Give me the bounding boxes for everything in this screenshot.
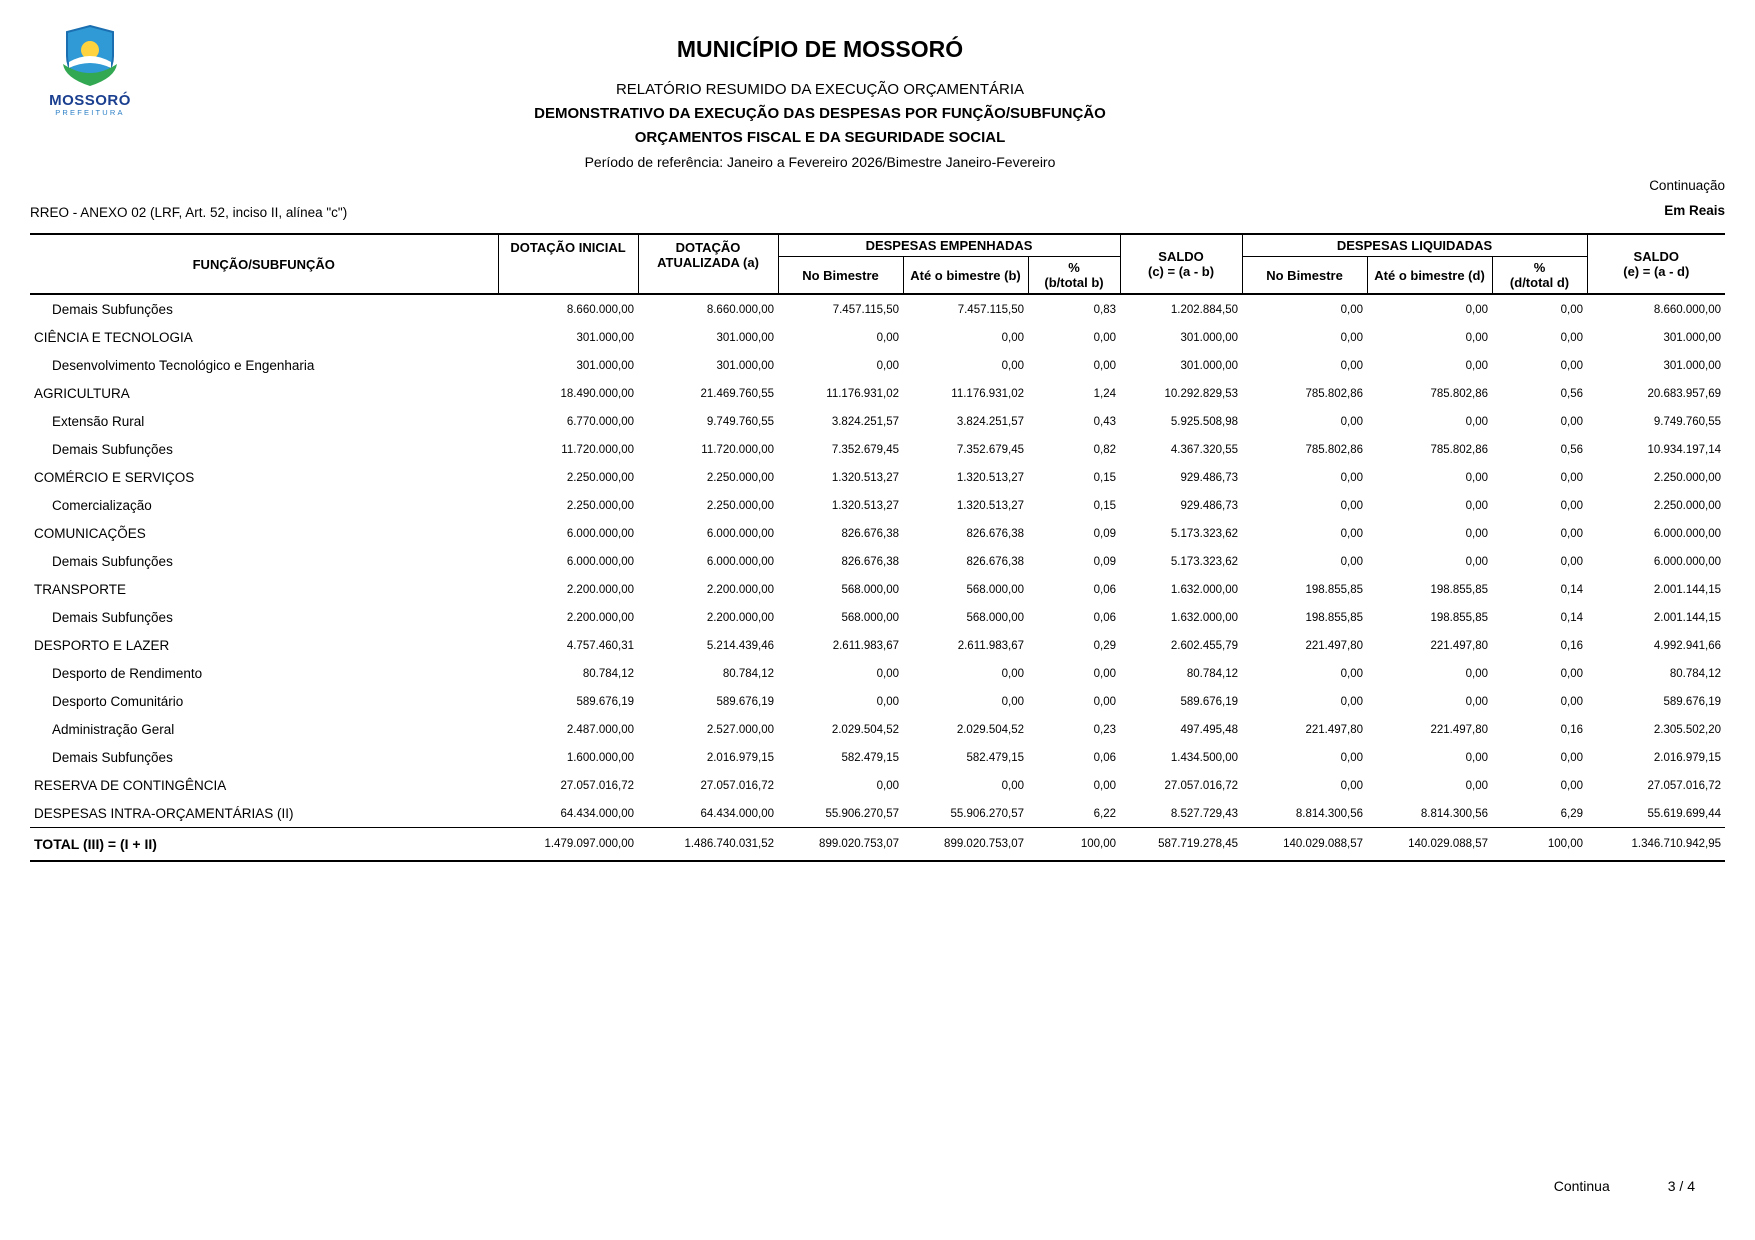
cell-value: 0,06 bbox=[1093, 751, 1117, 764]
cell-value: 301.000,00 bbox=[1180, 331, 1239, 344]
cell-value: 1.434.500,00 bbox=[1170, 751, 1239, 764]
cell-value: 0,00 bbox=[1465, 527, 1489, 540]
cell-value: 0,00 bbox=[1560, 415, 1584, 428]
cell-value: 2.487.000,00 bbox=[566, 723, 634, 736]
row-label: CIÊNCIA E TECNOLOGIA bbox=[34, 330, 193, 345]
cell-value: 0,00 bbox=[1340, 695, 1364, 708]
cell-value: 0,00 bbox=[1465, 555, 1489, 568]
cell-value: 2.200.000,00 bbox=[706, 611, 774, 624]
cell-value: 0,00 bbox=[1560, 695, 1584, 708]
cell-value: 301.000,00 bbox=[1180, 359, 1239, 372]
col-emp-ate-bimestre: Até o bimestre (b) bbox=[903, 257, 1028, 295]
cell-value: 0,00 bbox=[1560, 303, 1584, 316]
cell-value: 1.632.000,00 bbox=[1170, 583, 1239, 596]
cell-value: 0,00 bbox=[1560, 527, 1584, 540]
cell-value: 21.469.760,55 bbox=[700, 387, 774, 400]
cell-value: 2.250.000,00 bbox=[706, 471, 774, 484]
cell-value: 5.173.323,62 bbox=[1170, 555, 1239, 568]
cell-value: 0,00 bbox=[1093, 695, 1117, 708]
logo-name: MOSSORÓ bbox=[49, 92, 131, 109]
row-label: COMUNICAÇÕES bbox=[34, 526, 146, 541]
row-label: Desporto de Rendimento bbox=[52, 666, 203, 681]
cell-value: 0,00 bbox=[1340, 779, 1364, 792]
emp-pct-symbol: % bbox=[1068, 260, 1080, 275]
cell-value: 0,00 bbox=[1093, 779, 1117, 792]
cell-value: 6.770.000,00 bbox=[566, 415, 634, 428]
cell-value: 140.029.088,57 bbox=[1242, 828, 1367, 862]
cell-value: 0,00 bbox=[876, 667, 899, 680]
cell-value: 0,15 bbox=[1093, 471, 1117, 484]
continuation-label: Continuação bbox=[1649, 178, 1725, 193]
expenses-table bbox=[30, 233, 1725, 862]
cell-value: 785.802,86 bbox=[1430, 387, 1489, 400]
logo-subtitle: PREFEITURA bbox=[55, 108, 125, 117]
row-label: DESPORTO E LAZER bbox=[34, 638, 170, 653]
cell-value: 1.320.513,27 bbox=[831, 471, 899, 484]
table-row bbox=[30, 379, 1725, 407]
cell-value: 0,00 bbox=[1001, 331, 1024, 344]
cell-value: 10.292.829,53 bbox=[1164, 387, 1239, 400]
cell-value: 301.000,00 bbox=[716, 331, 774, 344]
cell-value: 301.000,00 bbox=[716, 359, 774, 372]
table-row bbox=[30, 659, 1725, 687]
cell-value: 301.000,00 bbox=[1663, 359, 1722, 372]
cell-value: 0,16 bbox=[1560, 723, 1584, 736]
cell-value: 589.676,19 bbox=[1180, 695, 1239, 708]
table-row bbox=[30, 491, 1725, 519]
cell-value: 0,00 bbox=[1560, 499, 1584, 512]
page-footer bbox=[1554, 1178, 1695, 1194]
cell-value: 6.000.000,00 bbox=[566, 527, 634, 540]
cell-value: 0,00 bbox=[1340, 471, 1364, 484]
cell-value: 9.749.760,55 bbox=[706, 415, 774, 428]
cell-value: 6.000.000,00 bbox=[706, 555, 774, 568]
cell-value: 0,00 bbox=[1465, 415, 1489, 428]
cell-value: 27.057.016,72 bbox=[1164, 779, 1239, 792]
cell-value: 0,06 bbox=[1093, 611, 1117, 624]
saldo-c-formula: (c) = (a - b) bbox=[1147, 264, 1215, 279]
cell-value: 0,00 bbox=[1340, 359, 1364, 372]
cell-value: 0,00 bbox=[1093, 667, 1117, 680]
cell-value: 198.855,85 bbox=[1430, 611, 1489, 624]
cell-value: 0,00 bbox=[1001, 667, 1024, 680]
cell-value: 2.611.983,67 bbox=[957, 639, 1024, 652]
cell-value: 3.824.251,57 bbox=[831, 415, 899, 428]
cell-value: 8.527.729,43 bbox=[1170, 807, 1239, 820]
cell-value: 2.029.504,52 bbox=[831, 723, 899, 736]
cell-value: 2.602.455,79 bbox=[1170, 639, 1239, 652]
table-row bbox=[30, 631, 1725, 659]
cell-value: 64.434.000,00 bbox=[560, 807, 634, 820]
cell-value: 4.367.320,55 bbox=[1170, 443, 1239, 456]
cell-value: 2.250.000,00 bbox=[1653, 499, 1722, 512]
cell-value: 0,00 bbox=[1465, 695, 1489, 708]
row-label: DESPESAS INTRA-ORÇAMENTÁRIAS (II) bbox=[34, 806, 294, 821]
cell-value: 0,00 bbox=[1001, 779, 1024, 792]
cell-value: 3.824.251,57 bbox=[956, 415, 1024, 428]
cell-value: 0,00 bbox=[1465, 779, 1489, 792]
cell-value: 0,56 bbox=[1560, 443, 1584, 456]
cell-value: 6,29 bbox=[1560, 807, 1584, 820]
cell-value: 0,00 bbox=[1465, 471, 1489, 484]
cell-value: 80.784,12 bbox=[1186, 667, 1239, 680]
saldo-c-label: SALDO bbox=[1158, 249, 1204, 264]
cell-value: 0,56 bbox=[1560, 387, 1584, 400]
cell-value: 0,14 bbox=[1560, 611, 1584, 624]
cell-value: 0,00 bbox=[1465, 499, 1489, 512]
cell-value: 0,00 bbox=[1465, 303, 1489, 316]
cell-value: 0,00 bbox=[1560, 331, 1584, 344]
cell-value: 6.000.000,00 bbox=[1653, 527, 1722, 540]
table-row bbox=[30, 828, 1725, 862]
cell-value: 0,00 bbox=[1340, 751, 1364, 764]
cell-value: 100,00 bbox=[1492, 828, 1587, 862]
table-row bbox=[30, 603, 1725, 631]
cell-value: 8.660.000,00 bbox=[706, 303, 774, 316]
group-despesas-empenhadas: DESPESAS EMPENHADAS bbox=[778, 234, 1120, 257]
cell-value: 198.855,85 bbox=[1305, 611, 1364, 624]
cell-value: 0,00 bbox=[1340, 303, 1364, 316]
cell-value: 20.683.957,69 bbox=[1647, 387, 1722, 400]
cell-value: 2.016.979,15 bbox=[1653, 751, 1722, 764]
cell-value: 0,09 bbox=[1093, 527, 1117, 540]
cell-value: 0,00 bbox=[1093, 331, 1117, 344]
cell-value: 0,00 bbox=[1560, 555, 1584, 568]
row-label: COMÉRCIO E SERVIÇOS bbox=[34, 470, 195, 485]
cell-value: 4.757.460,31 bbox=[566, 639, 634, 652]
anexo-reference: RREO - ANEXO 02 (LRF, Art. 52, inciso II, alínea "c") bbox=[30, 205, 348, 220]
cell-value: 0,09 bbox=[1093, 555, 1117, 568]
col-liq-ate-bimestre: Até o bimestre (d) bbox=[1367, 257, 1492, 295]
cell-value: 589.676,19 bbox=[1663, 695, 1722, 708]
cell-value: 0,00 bbox=[1340, 415, 1364, 428]
cell-value: 582.479,15 bbox=[966, 751, 1024, 764]
table-row bbox=[30, 547, 1725, 575]
col-emp-no-bimestre: No Bimestre bbox=[778, 257, 903, 295]
table-row bbox=[30, 323, 1725, 351]
table-row bbox=[30, 294, 1725, 323]
table-row bbox=[30, 463, 1725, 491]
cell-value: 568.000,00 bbox=[966, 611, 1024, 624]
cell-value: 568.000,00 bbox=[966, 583, 1024, 596]
cell-value: 0,15 bbox=[1093, 499, 1117, 512]
cell-value: 2.527.000,00 bbox=[706, 723, 774, 736]
cell-value: 497.495,48 bbox=[1180, 723, 1239, 736]
cell-value: 6.000.000,00 bbox=[566, 555, 634, 568]
cell-value: 0,00 bbox=[876, 695, 899, 708]
cell-value: 1.486.740.031,52 bbox=[638, 828, 778, 862]
row-label: Administração Geral bbox=[52, 722, 175, 737]
cell-value: 1.479.097.000,00 bbox=[498, 828, 638, 862]
cell-value: 1.632.000,00 bbox=[1170, 611, 1239, 624]
table-row bbox=[30, 519, 1725, 547]
col-emp-pct bbox=[1028, 257, 1120, 295]
cell-value: 0,00 bbox=[1465, 359, 1489, 372]
cell-value: 0,00 bbox=[876, 359, 899, 372]
row-label: TRANSPORTE bbox=[34, 582, 127, 597]
cell-value: 0,83 bbox=[1093, 303, 1117, 316]
cell-value: 785.802,86 bbox=[1430, 443, 1489, 456]
cell-value: 2.001.144,15 bbox=[1653, 583, 1722, 596]
table-row bbox=[30, 771, 1725, 799]
cell-value: 899.020.753,07 bbox=[778, 828, 903, 862]
cell-value: 2.200.000,00 bbox=[566, 611, 634, 624]
cell-value: 5.173.323,62 bbox=[1170, 527, 1239, 540]
cell-value: 0,00 bbox=[1465, 751, 1489, 764]
cell-value: 1.320.513,27 bbox=[956, 499, 1024, 512]
cell-value: 826.676,38 bbox=[841, 555, 899, 568]
row-label: Extensão Rural bbox=[52, 414, 145, 429]
cell-value: 0,00 bbox=[1093, 359, 1117, 372]
row-label: Demais Subfunções bbox=[52, 750, 173, 765]
table-row bbox=[30, 687, 1725, 715]
cell-value: 1.320.513,27 bbox=[956, 471, 1024, 484]
row-label: RESERVA DE CONTINGÊNCIA bbox=[34, 778, 227, 793]
cell-value: 18.490.000,00 bbox=[560, 387, 634, 400]
cell-value: 2.250.000,00 bbox=[566, 499, 634, 512]
cell-value: 0,00 bbox=[1560, 779, 1584, 792]
cell-value: 2.016.979,15 bbox=[706, 751, 774, 764]
cell-value: 1.202.884,50 bbox=[1170, 303, 1239, 316]
cell-value: 589.676,19 bbox=[716, 695, 774, 708]
cell-value: 0,23 bbox=[1093, 723, 1117, 736]
cell-value: 80.784,12 bbox=[1669, 667, 1722, 680]
cell-value: 8.660.000,00 bbox=[1653, 303, 1722, 316]
cell-value: 11.720.000,00 bbox=[701, 443, 774, 456]
table-row bbox=[30, 435, 1725, 463]
col-dotacao-atualizada: DOTAÇÃO ATUALIZADA (a) bbox=[638, 234, 778, 294]
cell-value: 7.457.115,50 bbox=[957, 303, 1024, 316]
saldo-e-formula: (e) = (a - d) bbox=[1623, 264, 1690, 279]
cell-value: 0,00 bbox=[1560, 359, 1584, 372]
table-body bbox=[30, 294, 1725, 861]
cell-value: 785.802,86 bbox=[1305, 387, 1364, 400]
cell-value: 221.497,80 bbox=[1430, 723, 1489, 736]
col-funcao-subfuncao: FUNÇÃO/SUBFUNÇÃO bbox=[30, 234, 498, 294]
cell-value: 0,00 bbox=[876, 779, 899, 792]
cell-value: 568.000,00 bbox=[841, 611, 899, 624]
cell-value: 0,00 bbox=[1340, 667, 1364, 680]
cell-value: 221.497,80 bbox=[1430, 639, 1489, 652]
col-dotacao-inicial: DOTAÇÃO INICIAL bbox=[498, 234, 638, 294]
cell-value: 0,00 bbox=[1560, 667, 1584, 680]
cell-value: 0,00 bbox=[1560, 751, 1584, 764]
table-row bbox=[30, 743, 1725, 771]
table-row bbox=[30, 407, 1725, 435]
cell-value: 27.057.016,72 bbox=[560, 779, 634, 792]
cell-value: 826.676,38 bbox=[841, 527, 899, 540]
cell-value: 221.497,80 bbox=[1305, 723, 1364, 736]
cell-value: 5.925.508,98 bbox=[1170, 415, 1239, 428]
cell-value: 2.200.000,00 bbox=[706, 583, 774, 596]
cell-value: 785.802,86 bbox=[1305, 443, 1364, 456]
table-row bbox=[30, 351, 1725, 379]
cell-value: 0,00 bbox=[1465, 667, 1489, 680]
cell-value: 301.000,00 bbox=[1663, 331, 1722, 344]
cell-value: 64.434.000,00 bbox=[700, 807, 774, 820]
cell-value: 0,82 bbox=[1093, 443, 1117, 456]
liq-pct-basis: (d/total d) bbox=[1509, 275, 1570, 290]
page-title: MUNICÍPIO DE MOSSORÓ bbox=[676, 36, 964, 62]
cell-value: 7.352.679,45 bbox=[956, 443, 1024, 456]
cell-value: 11.176.931,02 bbox=[951, 387, 1024, 400]
cell-value: 929.486,73 bbox=[1180, 499, 1239, 512]
cell-value: 0,43 bbox=[1093, 415, 1117, 428]
table-header bbox=[30, 234, 1725, 294]
cell-value: 6.000.000,00 bbox=[1653, 555, 1722, 568]
cell-value: 1,24 bbox=[1093, 387, 1117, 400]
cell-value: 826.676,38 bbox=[966, 555, 1024, 568]
col-liq-pct bbox=[1492, 257, 1587, 295]
cell-value: 10.934.197,14 bbox=[1647, 443, 1722, 456]
cell-value: 27.057.016,72 bbox=[1647, 779, 1722, 792]
cell-value: 11.720.000,00 bbox=[561, 443, 634, 456]
group-despesas-liquidadas: DESPESAS LIQUIDADAS bbox=[1242, 234, 1587, 257]
saldo-e-label: SALDO bbox=[1633, 249, 1680, 264]
cell-value: 826.676,38 bbox=[966, 527, 1024, 540]
table-row bbox=[30, 575, 1725, 603]
row-label: Desenvolvimento Tecnológico e Engenharia bbox=[52, 358, 315, 373]
cell-value: 80.784,12 bbox=[722, 667, 774, 680]
emp-pct-basis: (b/total b) bbox=[1044, 275, 1104, 290]
cell-value: 301.000,00 bbox=[576, 331, 634, 344]
cell-value: 1.320.513,27 bbox=[831, 499, 899, 512]
cell-value: 2.250.000,00 bbox=[566, 471, 634, 484]
cell-value: 5.214.439,46 bbox=[706, 639, 774, 652]
cell-value: 1.346.710.942,95 bbox=[1587, 828, 1725, 862]
cell-value: 2.250.000,00 bbox=[1653, 471, 1722, 484]
cell-value: 198.855,85 bbox=[1430, 583, 1489, 596]
cell-value: 140.029.088,57 bbox=[1367, 828, 1492, 862]
cell-value: 2.200.000,00 bbox=[566, 583, 634, 596]
row-label: Demais Subfunções bbox=[52, 442, 173, 457]
cell-value: 929.486,73 bbox=[1180, 471, 1239, 484]
col-liq-no-bimestre: No Bimestre bbox=[1242, 257, 1367, 295]
cell-value: 568.000,00 bbox=[841, 583, 899, 596]
cell-value: 2.611.983,67 bbox=[832, 639, 899, 652]
cell-value: 4.992.941,66 bbox=[1653, 639, 1722, 652]
cell-value: 1.600.000,00 bbox=[566, 751, 634, 764]
cell-value: 6.000.000,00 bbox=[706, 527, 774, 540]
cell-value: 582.479,15 bbox=[841, 751, 899, 764]
liq-pct-symbol: % bbox=[1533, 260, 1546, 275]
cell-value: 0,00 bbox=[1560, 471, 1584, 484]
cell-value: 6,22 bbox=[1093, 807, 1117, 820]
cell-value: 27.057.016,72 bbox=[700, 779, 774, 792]
budget-scope: ORÇAMENTOS FISCAL E DA SEGURIDADE SOCIAL bbox=[634, 129, 1006, 146]
cell-value: 2.001.144,15 bbox=[1653, 611, 1722, 624]
row-label: AGRICULTURA bbox=[34, 386, 130, 401]
cell-value: 0,00 bbox=[1001, 695, 1024, 708]
cell-value: 0,00 bbox=[1340, 555, 1364, 568]
cell-value: 11.176.931,02 bbox=[826, 387, 899, 400]
row-label: Demais Subfunções bbox=[52, 554, 173, 569]
cell-value: 9.749.760,55 bbox=[1653, 415, 1722, 428]
reference-period: Período de referência: Janeiro a Fevereiro 2026/Bimestre Janeiro-Fevereiro bbox=[584, 154, 1056, 170]
cell-value: 0,00 bbox=[1465, 331, 1489, 344]
table-row bbox=[30, 799, 1725, 828]
cell-value: 0,16 bbox=[1560, 639, 1584, 652]
cell-value: 0,00 bbox=[1340, 499, 1364, 512]
page-number: 3 / 4 bbox=[1667, 1178, 1695, 1194]
row-label: Demais Subfunções bbox=[52, 302, 173, 317]
report-header bbox=[0, 36, 1640, 170]
cell-value: 0,00 bbox=[1001, 359, 1024, 372]
report-subtitle: DEMONSTRATIVO DA EXECUÇÃO DAS DESPESAS POR FUNÇÃO/SUBFUNÇÃO bbox=[534, 105, 1106, 122]
cell-value: 0,00 bbox=[1340, 331, 1364, 344]
cell-value: 0,14 bbox=[1560, 583, 1584, 596]
cell-value: 2.305.502,20 bbox=[1653, 723, 1722, 736]
cell-value: 55.906.270,57 bbox=[950, 807, 1024, 820]
cell-value: 7.457.115,50 bbox=[832, 303, 899, 316]
cell-value: 55.906.270,57 bbox=[825, 807, 899, 820]
cell-value: 2.250.000,00 bbox=[706, 499, 774, 512]
cell-value: 0,00 bbox=[876, 331, 899, 344]
cell-value: 221.497,80 bbox=[1305, 639, 1364, 652]
table-row bbox=[30, 715, 1725, 743]
row-label: Demais Subfunções bbox=[52, 610, 173, 625]
row-label: Comercialização bbox=[52, 498, 152, 513]
row-label: Desporto Comunitário bbox=[52, 694, 184, 709]
col-saldo-e bbox=[1587, 234, 1725, 294]
report-type: RELATÓRIO RESUMIDO DA EXECUÇÃO ORÇAMENTÁRIA bbox=[615, 81, 1025, 98]
cell-value: 80.784,12 bbox=[582, 667, 634, 680]
col-saldo-c bbox=[1120, 234, 1242, 294]
row-label: TOTAL (III) = (I + II) bbox=[30, 828, 498, 862]
currency-unit-label: Em Reais bbox=[1664, 203, 1725, 218]
cell-value: 0,00 bbox=[1340, 527, 1364, 540]
cell-value: 589.676,19 bbox=[576, 695, 634, 708]
cell-value: 301.000,00 bbox=[576, 359, 634, 372]
cell-value: 8.660.000,00 bbox=[566, 303, 634, 316]
cell-value: 587.719.278,45 bbox=[1120, 828, 1242, 862]
cell-value: 2.029.504,52 bbox=[956, 723, 1024, 736]
cell-value: 899.020.753,07 bbox=[903, 828, 1028, 862]
cell-value: 7.352.679,45 bbox=[831, 443, 899, 456]
cell-value: 0,06 bbox=[1093, 583, 1117, 596]
cell-value: 100,00 bbox=[1028, 828, 1120, 862]
cell-value: 8.814.300,56 bbox=[1295, 807, 1364, 820]
continua-label: Continua bbox=[1553, 1178, 1610, 1194]
cell-value: 55.619.699,44 bbox=[1647, 807, 1722, 820]
cell-value: 0,29 bbox=[1093, 639, 1117, 652]
cell-value: 8.814.300,56 bbox=[1420, 807, 1489, 820]
cell-value: 198.855,85 bbox=[1305, 583, 1364, 596]
